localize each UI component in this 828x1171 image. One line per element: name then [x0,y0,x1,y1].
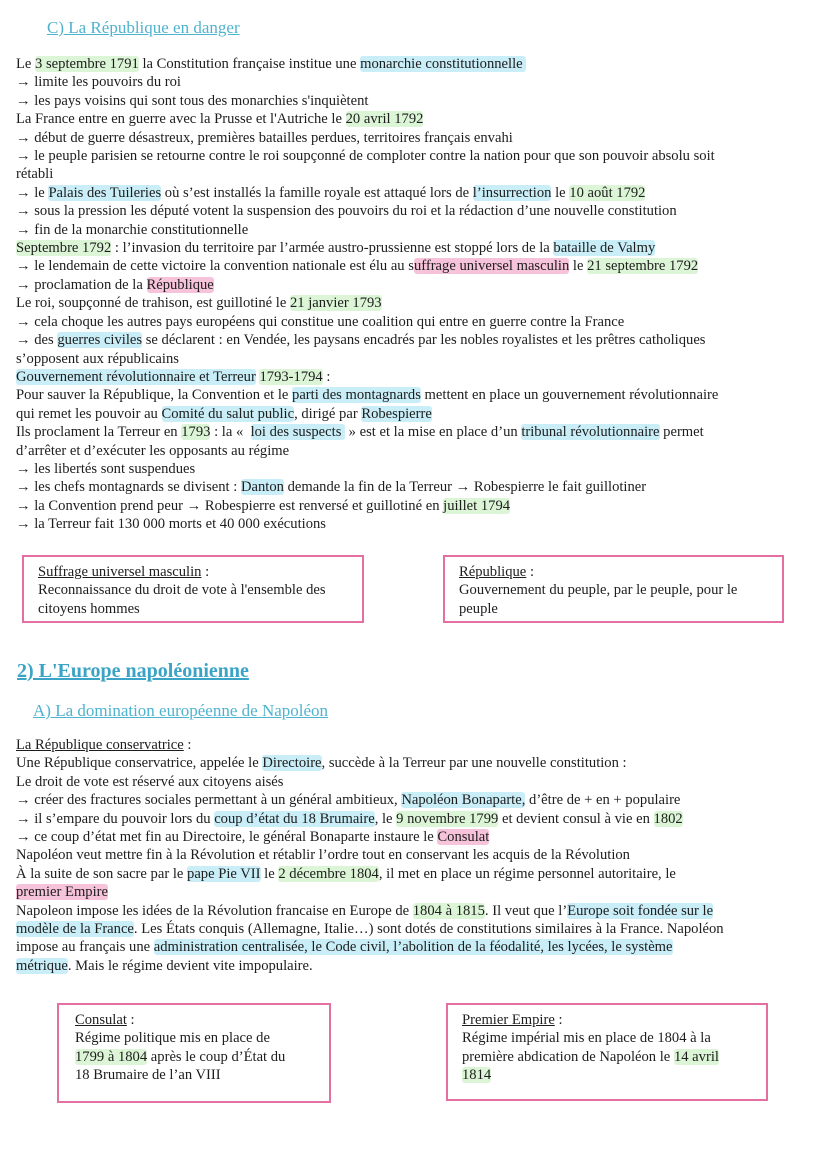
highlight-green: 14 avril [673,1048,719,1065]
definition-text: Reconnaissance du droit de vote à l'ensemble des [38,582,326,599]
highlight-green: 1802 [653,810,683,827]
text-line [75,1066,315,1084]
highlight-green: juillet 1794 [443,497,511,514]
text-line [16,828,822,846]
highlight-pink: République [146,276,214,293]
text-line [16,791,822,809]
definition-term: Suffrage universel masculin [38,564,202,580]
text-segment: première abdication de Napoléon le [462,1048,674,1065]
text-segment: le [551,184,570,201]
highlight-green: Septembre 1792 [16,240,112,257]
text-line [16,515,822,533]
highlight-green: 20 avril 1792 [345,111,424,128]
text-segment: → début de guerre désastreux, premières batailles perdues, territoires français envahi [16,129,513,146]
text-segment: → il s’empare du pouvoir lors du [16,810,215,827]
text-segment: → limite les pouvoirs du roi [16,74,181,91]
text-line [16,386,822,404]
text-line [16,460,822,478]
text-segment: Le roi, soupçonné de trahison, est guillotiné le [16,295,290,312]
definition-box-consulat [57,1003,331,1103]
text-line [16,865,822,883]
definition-text: peuple [459,600,498,617]
text-segment: . Il veut que l’ [484,902,568,919]
text-segment: impose au français une [16,939,154,956]
colon: : [554,1012,563,1028]
text-segment: → ce coup d’état met fin au Directoire, le général Bonaparte instaure le [16,829,438,846]
highlight-blue: Palais des Tuileries [48,184,162,201]
definition-box-premier-empire [446,1003,768,1101]
text-segment: Napoleon impose les idées de la Révolution francaise en Europe de [16,902,413,919]
highlight-blue: Comité du salut public [161,405,295,422]
text-line [462,1048,752,1066]
highlight-green: 21 septembre 1792 [587,258,699,275]
highlight-blue: Gouvernement révolutionnaire et Terreur [16,368,256,385]
definition-term: République [459,564,527,580]
text-segment: et devient consul à vie en [498,810,654,827]
highlight-blue: parti des montagnards [292,387,421,404]
text-segment: : l’invasion du territoire par l’armée austro-prussienne est stoppé lors de la [111,240,554,257]
text-line [16,239,822,257]
highlight-green: 2 décembre 1804 [278,865,379,882]
highlight-blue: pape Pie VII [187,865,261,882]
definition-text [75,1029,315,1084]
text-segment: Ils proclament la Terreur en [16,424,182,441]
text-line [16,478,822,496]
text-line [16,313,822,331]
highlight-blue: monarchie constitutionnelle [360,56,527,72]
text-segment: 18 Brumaire de l’an VIII [75,1067,221,1084]
text-segment: Napoléon veut mettre fin à la Révolution et rétablir l’ordre tout en conservant les acquis de la Révolution [16,847,630,864]
text-line [16,423,822,441]
text-segment: , dirigé par [294,405,362,422]
text-line [16,73,822,91]
highlight-blue: l’insurrection [472,184,552,201]
text-line [16,442,822,460]
text-line [16,184,822,202]
colon: : [526,564,534,580]
text-segment: → fin de la monarchie constitutionnelle [16,221,249,238]
text-segment: → la Convention prend peur → Robespierre est renversé et guillotiné en [16,497,444,514]
text-segment: → la Terreur fait 130 000 morts et 40 000 exécutions [16,516,326,533]
highlight-green: 1799 à 1804 [75,1048,148,1065]
highlight-blue: guerres civiles [57,332,143,349]
text-line [16,92,822,110]
text-line [462,1029,752,1047]
highlight-green: 10 août 1792 [569,184,646,201]
text-segment: Régime impérial mis en place de 1804 à la [462,1030,711,1047]
text-segment: → proclamation de la [16,276,147,293]
highlight-green: 21 janvier 1793 [289,295,382,312]
text-segment: » est et la mise en place d’un [345,424,522,441]
text-segment: qui remet les pouvoir au [16,405,162,422]
text-segment: permet [659,424,704,441]
block-republique-danger [16,55,822,534]
highlight-blue: métrique [16,957,68,974]
text-segment: . Les États conquis (Allemagne, Italie…) sont dotés de constitutions similaires à la France. Napoléon [133,921,724,938]
text-segment: . Mais le régime devient vite impopulaire. [67,957,313,974]
text-segment: Pour sauver la République, la Convention et le [16,387,293,404]
highlight-green: 1814 [462,1067,492,1084]
highlight-blue: administration centralisée, le Code civil, l’abolition de la féodalité, les lycées, le système [153,939,673,956]
block-europe-napoleonienne [16,736,822,975]
text-line [16,221,822,239]
text-line [16,276,822,294]
text-line [16,405,822,423]
text-line [462,1066,752,1084]
section-2-title: 2) L'Europe napoléonienne [17,660,249,682]
highlight-blue: Robespierre [361,405,432,422]
text-line [16,202,822,220]
text-segment: Une République conservatrice, appelée le [16,755,263,772]
definition-box-republique [443,555,784,623]
highlight-pink: uffrage universel masculin [413,258,570,275]
highlight-blue: loi des suspects [250,424,346,441]
text-segment: se déclarent : en Vendée, les paysans encadrés par les nobles royalistes et les prêtres catholiques [142,332,706,349]
highlight-pink: Consulat [437,829,490,846]
text-segment: la Constitution française institue une [138,56,361,72]
text-line [16,147,822,165]
text-line [16,368,822,386]
text-segment: Régime politique mis en place de [75,1030,270,1047]
section-a-title: A) La domination européenne de Napoléon [33,701,329,720]
text-line [16,129,822,147]
text-line [16,110,822,128]
text-line [16,957,822,975]
definition-term: Consulat [75,1012,127,1028]
definition-box-suffrage [22,555,364,623]
highlight-green: 1793 [181,424,211,441]
text-segment: mettent en place un gouvernement révolutionnaire [420,387,719,404]
text-line [16,938,822,956]
text-segment: → cela choque les autres pays européens qui constitue une coalition qui entre en guerre contre la France [16,313,625,330]
definition-text: Gouvernement du peuple, par le peuple, pour le [459,582,738,599]
text-segment: s’opposent aux républicains [16,350,179,367]
highlight-blue: bataille de Valmy [553,240,656,257]
underlined-text: La République conservatrice [16,737,184,753]
text-line [16,331,822,349]
text-segment: : [183,737,192,753]
text-segment: Le [16,56,36,72]
highlight-blue: coup d’état du 18 Brumaire [214,810,375,827]
highlight-blue: tribunal révolutionnaire [521,424,660,441]
text-line [16,294,822,312]
text-segment: demande la fin de la Terreur → Robespierre le fait guillotiner [283,479,647,496]
text-line [16,773,822,791]
text-segment: , il met en place un régime personnel autoritaire, le [378,865,676,882]
highlight-pink: premier Empire [16,884,108,901]
section-c-title: C) La République en danger [47,18,240,37]
text-line [16,920,822,938]
text-line [16,497,822,515]
text-segment: → le lendemain de cette victoire la convention nationale est élu au s [16,258,414,275]
highlight-green: 9 novembre 1799 [396,810,499,827]
highlight-green: 1793-1794 [259,368,323,385]
colon: : [126,1012,135,1028]
highlight-blue: Directoire [262,755,322,772]
highlight-blue: modèle de la France [16,921,134,938]
highlight-blue: Danton [240,479,284,496]
text-line [16,55,822,73]
highlight-green: 1804 à 1815 [412,902,485,919]
colon: : [201,564,210,580]
definition-term: Premier Empire [462,1012,555,1028]
text-segment: → les pays voisins qui sont tous des monarchies s'inquiètent [16,92,369,109]
text-line [16,883,822,901]
text-line [75,1048,315,1066]
text-line [16,165,822,183]
text-line [16,846,822,864]
text-segment: La France entre en guerre avec la Prusse et l'Autriche le [16,111,346,128]
text-segment: , succède à la Terreur par une nouvelle constitution : [321,755,627,772]
text-line [16,736,822,754]
text-segment: après le coup d’État du [147,1048,286,1065]
text-segment: : la « [210,424,251,441]
text-segment: le [569,258,588,275]
text-segment: → des [16,332,58,349]
text-segment: le [260,865,279,882]
text-segment: À la suite de son sacre par le [16,865,188,882]
text-segment: → sous la pression les député votent la suspension des pouvoirs du roi et la rédaction d’une nouvelle constitution [16,203,677,220]
text-segment: d’arrêter et d’exécuter les opposants au régime [16,442,290,459]
text-line [16,754,822,772]
highlight-blue: Europe soit fondée sur le [567,902,714,919]
text-segment: → le peuple parisien se retourne contre le roi soupçonné de comploter contre la nation pour que son pouvoir absolu soit [16,148,715,165]
text-segment: → créer des fractures sociales permettant à un général ambitieux, [16,792,402,809]
highlight-blue: Napoléon Bonaparte, [401,792,526,809]
text-segment: où s’est installés la famille royale est attaqué lors de [161,184,473,201]
text-segment: Le droit de vote est réservé aux citoyens aisés [16,773,284,790]
text-segment: d’être de + en + populaire [525,792,681,809]
text-line [16,350,822,368]
definition-text: citoyens hommes [38,600,140,617]
text-segment: → le [16,184,49,201]
text-segment: → les libertés sont suspendues [16,460,196,477]
text-segment: , le [374,810,397,827]
text-segment: : [322,368,331,385]
text-segment: → les chefs montagnards se divisent : [16,479,241,496]
text-line [75,1029,315,1047]
text-line [16,810,822,828]
text-segment: rétabli [16,166,54,183]
text-line [16,257,822,275]
highlight-green: 3 septembre 1791 [35,56,139,72]
text-line [16,902,822,920]
definition-text [462,1029,752,1084]
